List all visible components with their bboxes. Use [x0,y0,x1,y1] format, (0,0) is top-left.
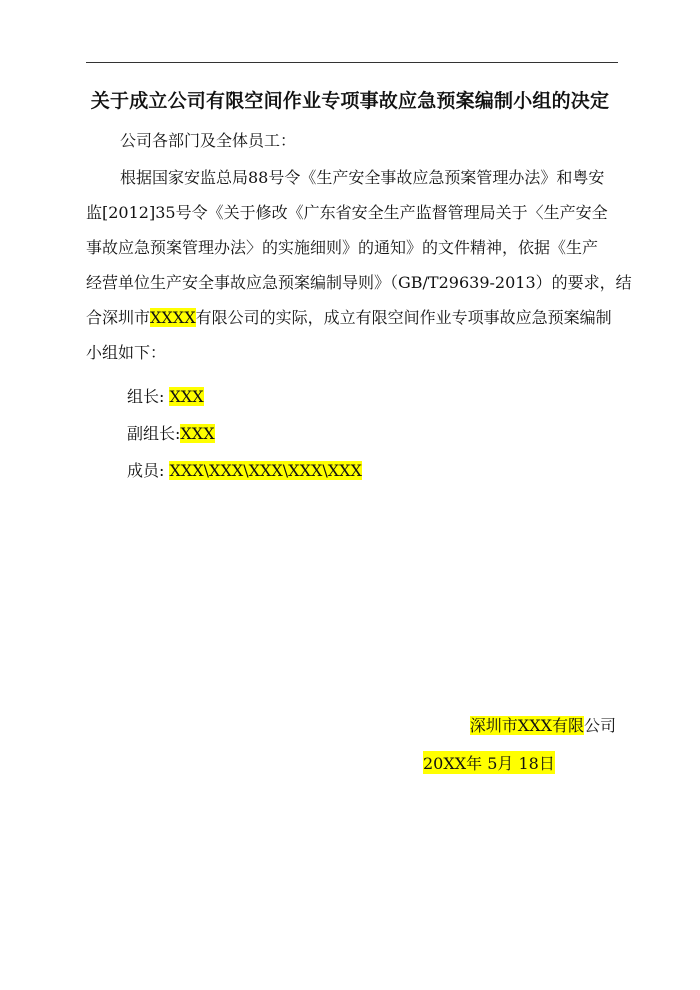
members-value: XXX\XXX\XXX\XXX\XXX [169,461,362,480]
body-line-1: 根据国家安监总局88号令《生产安全事故应急预案管理办法》和粤安 [120,168,605,187]
body-line-3: 事故应急预案管理办法〉的实施细则》的通知》的文件精神，依据《生产 [86,238,599,257]
deputy-leader-value: XXX [180,424,215,443]
deputy-leader-row [127,421,215,444]
leader-label: 组长: [127,387,170,406]
deputy-leader-label: 副组长: [127,424,181,443]
members-row [127,458,362,481]
signature-organization [470,713,616,736]
members-label: 成员: [127,461,170,480]
company-placeholder-highlight: XXXX [150,308,196,327]
body-paragraph [86,160,632,370]
body-line-5-after: 有限公司的实际，成立有限空间作业专项事故应急预案编制 [195,308,612,327]
document-title: 关于成立公司有限空间作业专项事故应急预案编制小组的决定 [90,90,610,112]
signature-org-suffix: 公司 [583,716,616,735]
signature-date: 20XX年 5月 18日 [423,751,555,774]
body-line-4: 经营单位生产安全事故应急预案编制导则》（GB/T29639-2013）的要求，结 [86,273,632,292]
greeting-line: 公司各部门及全体员工： [120,131,297,150]
signature-org-highlight: 深圳市XXX有限 [469,716,584,735]
body-line-5-before: 合深圳市 [86,308,151,327]
header-rule [86,62,618,63]
leader-value: XXX [169,387,204,406]
body-line-5 [86,300,626,335]
body-line-6: 小组如下： [86,343,167,362]
body-line-2: 监[2012]35号令《关于修改《广东省安全生产监督管理局关于〈生产安全 [86,203,608,222]
leader-row [127,384,204,407]
